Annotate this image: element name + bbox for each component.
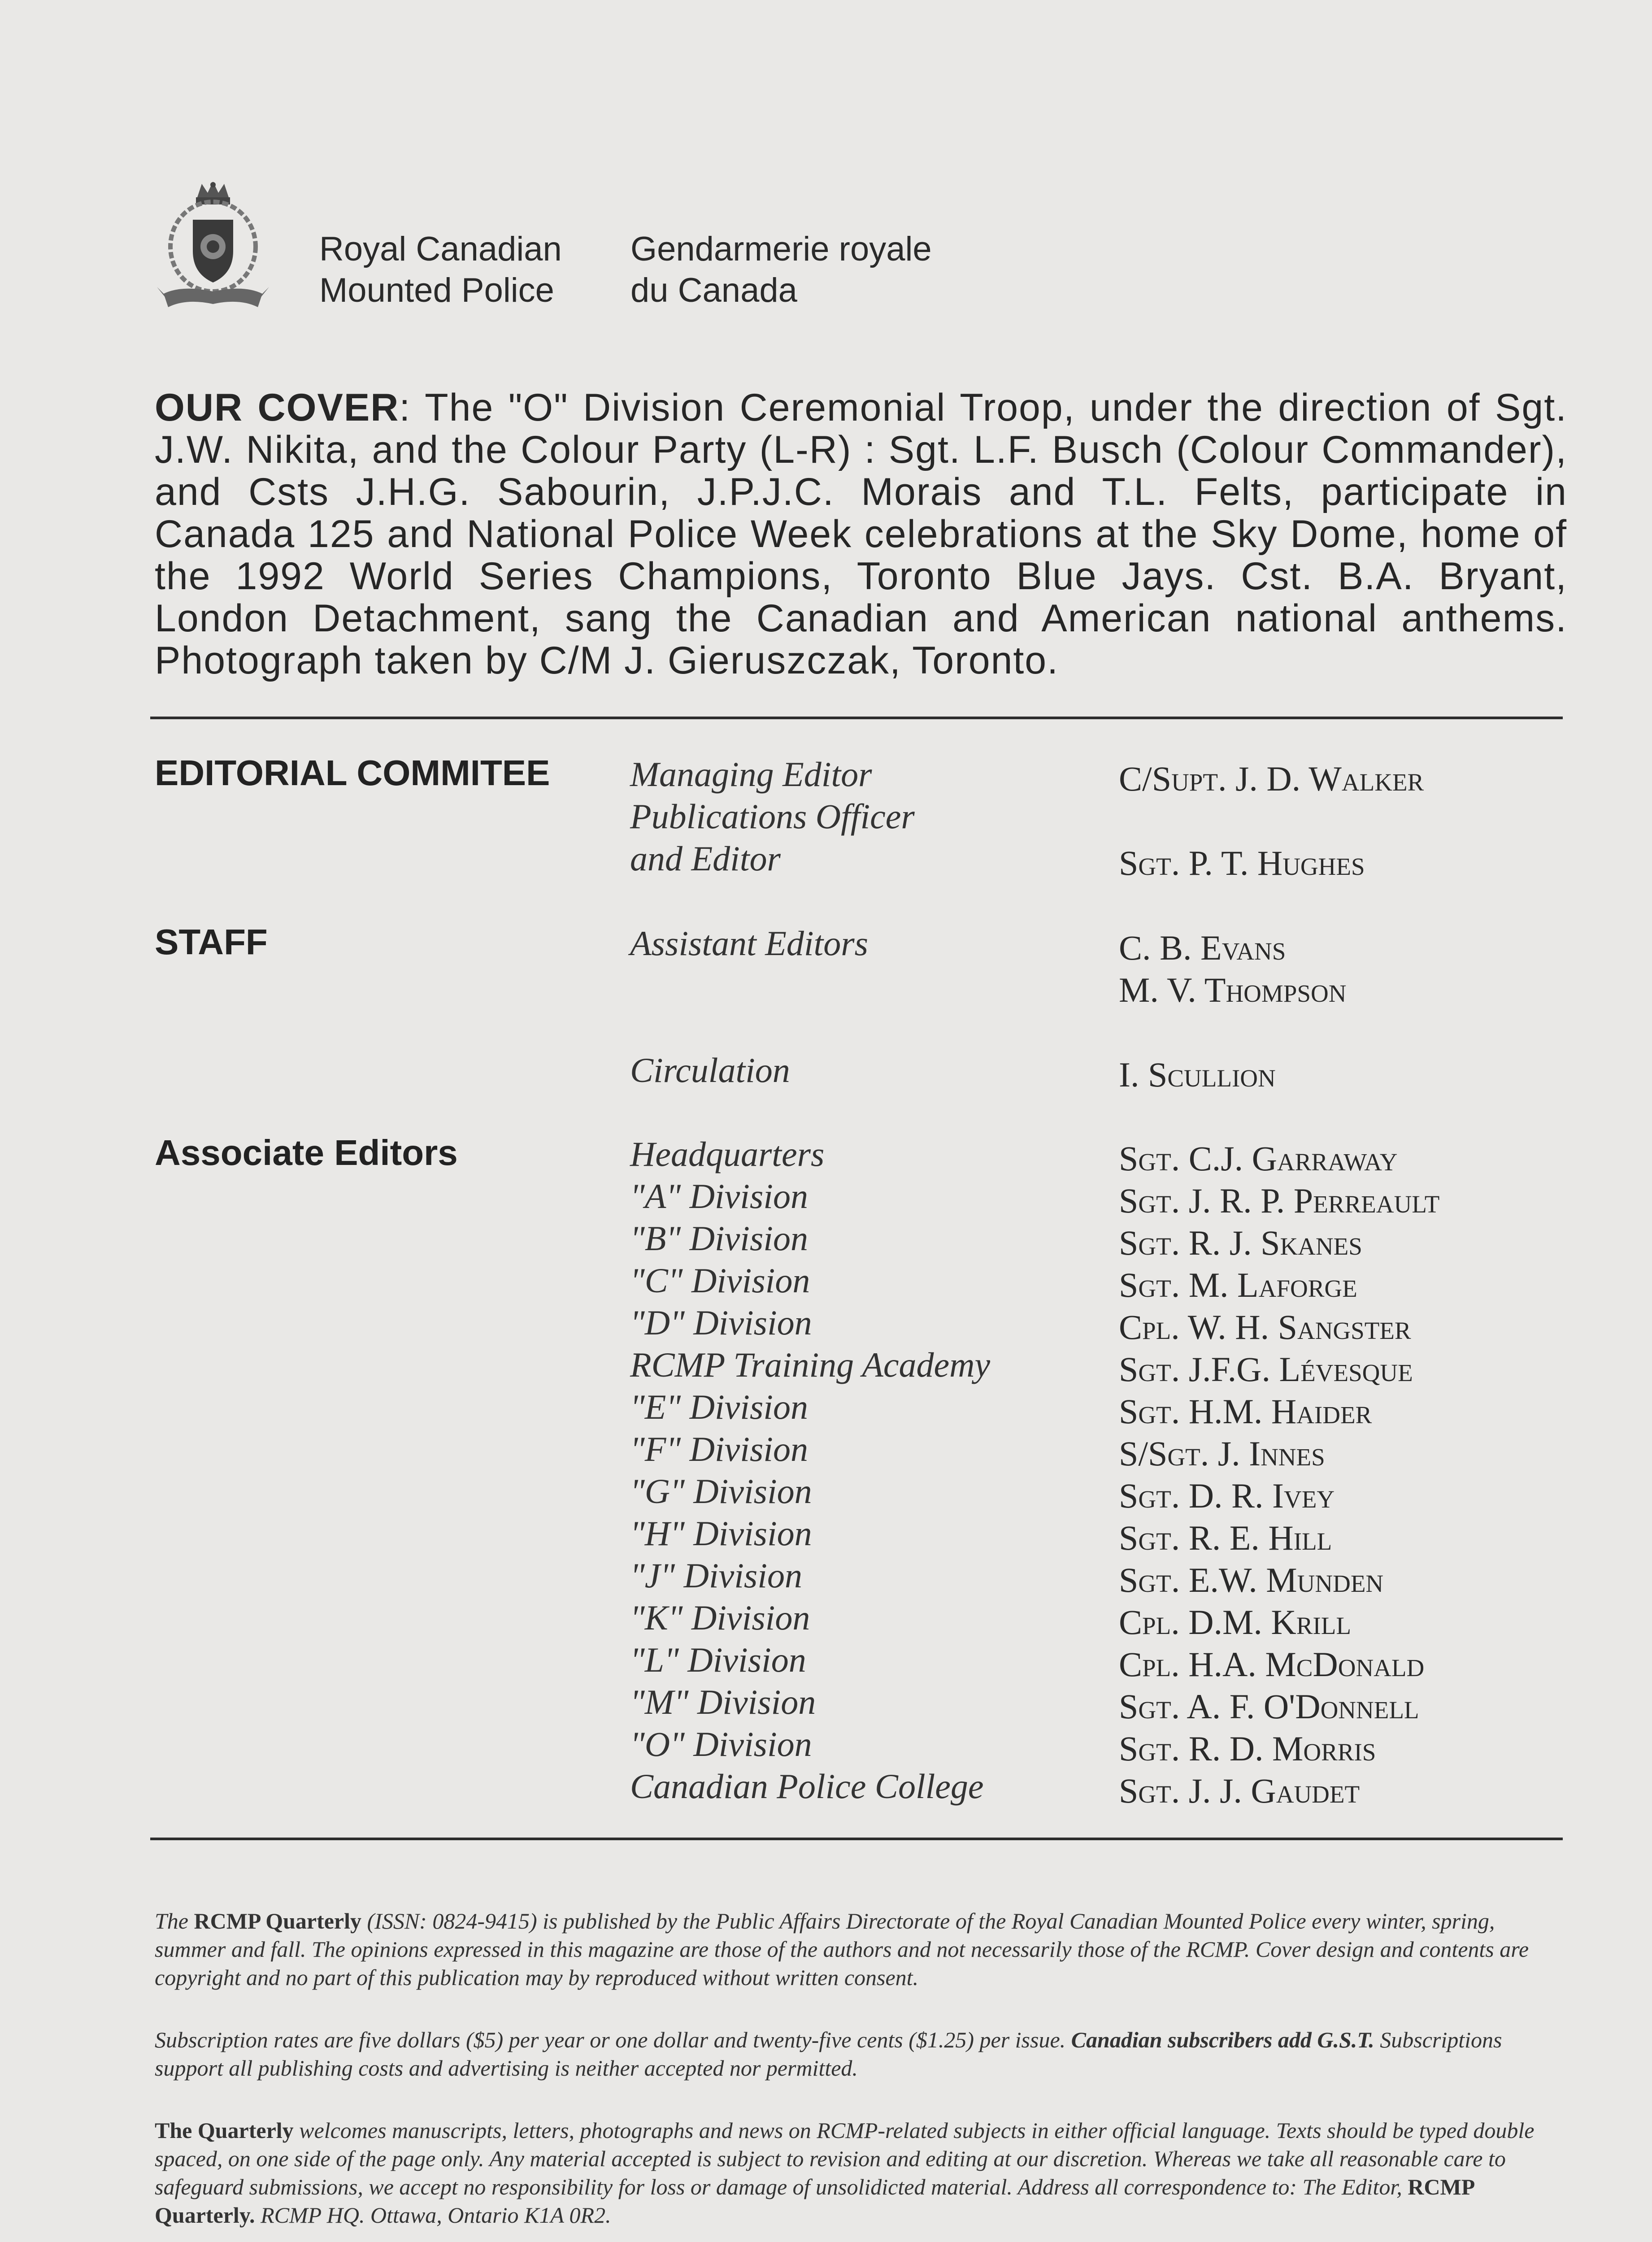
associate-role: "D" Division [630, 1303, 812, 1342]
circulation-name: I. Scullion [1119, 1055, 1276, 1094]
cover-description [155, 387, 1567, 682]
divider-bottom [150, 1838, 1563, 1840]
assistant-editors-role: Assistant Editors [630, 924, 868, 963]
associate-name: Cpl. W. H. Sangster [1119, 1308, 1411, 1347]
associate-name: Sgt. D. R. Ivey [1119, 1476, 1335, 1515]
associate-name: Sgt. J. R. P. Perreault [1119, 1181, 1440, 1220]
associate-name: Sgt. A. F. O'Donnell [1119, 1687, 1419, 1726]
associate-role: "L" Division [630, 1640, 806, 1679]
associate-name: Sgt. H.M. Haider [1119, 1392, 1372, 1431]
associate-role: "G" Division [630, 1472, 812, 1511]
associate-name: Sgt. J. J. Gaudet [1119, 1771, 1360, 1810]
associate-role: "M" Division [630, 1682, 816, 1721]
associate-role: "C" Division [630, 1261, 810, 1300]
associate-role: "J" Division [630, 1556, 802, 1595]
cover-lead: OUR COVER [155, 386, 400, 429]
associate-name: Sgt. R. E. Hill [1119, 1518, 1332, 1557]
assistant-editor-name-2: M. V. Thompson [1119, 970, 1347, 1009]
managing-editor-role: Managing Editor [630, 755, 872, 794]
subscription-text: Subscription rates are five dollars ($5) per year or one dollar and twenty-five cents ($1.25) per issue. [155, 2027, 1071, 2052]
org-name-english-line2: Mounted Police [319, 271, 554, 309]
associate-name: Sgt. M. Laforge [1119, 1265, 1357, 1304]
associate-role: "H" Division [630, 1514, 812, 1553]
publications-officer-name: Sgt. P. T. Hughes [1119, 843, 1365, 882]
divider-top [150, 717, 1563, 719]
org-name-french-line2: du Canada [630, 271, 797, 309]
associate-name: Cpl. D.M. Krill [1119, 1603, 1351, 1642]
publication-title: RCMP Quarterly. [155, 2174, 1474, 2228]
associate-name: Cpl. H.A. McDonald [1119, 1645, 1425, 1684]
submissions-text: welcomes manuscripts, letters, photographs and news on RCMP-related subjects in either official language. Texts should be typed double spaced, on one side of the page only. Any material accepted is subject to revision and editing at our discretion. Whereas we take all reasonable care to safeguard submissions, we accept no responsibility for loss or damage of unsolidicted material. Address all correspondence to: The Editor, [155, 2118, 1535, 2199]
editorial-committee-heading: EDITORIAL COMMITEE [155, 753, 550, 793]
associate-role: Headquarters [630, 1134, 825, 1173]
associate-role: "F" Division [630, 1429, 808, 1469]
associate-role: RCMP Training Academy [630, 1345, 991, 1384]
cover-text: : The "O" Division Ceremonial Troop, under the direction of Sgt. J.W. Nikita, and the Colour Party (L-R) : Sgt. L.F. Busch (Colour Commander), and Csts J.H.G. Sabourin, J.P.J.C. Morais and T.L. Felts, participate in Canada 125 and National Police Week celebrations at the Sky Dome, home of the 1992 World Series Champions, Toronto Blue Jays. Cst. B.A. Bryant, London Detachment, sang the Canadian and American national anthems. Photograph taken by C/M J. Gieruszczak, Toronto. [155, 386, 1567, 682]
associate-role: "K" Division [630, 1598, 810, 1637]
managing-editor-name: C/Supt. J. D. Walker [1119, 759, 1424, 798]
subscription-text: Subscriptions support all publishing costs and advertising is neither accepted nor permitted. [155, 2027, 1502, 2081]
associate-role: "A" Division [630, 1177, 808, 1216]
associate-role: Canadian Police College [630, 1767, 984, 1806]
publication-notice-text: The [155, 1908, 194, 1934]
circulation-role: Circulation [630, 1051, 790, 1090]
rcmp-crest-icon [155, 179, 271, 314]
address-text: RCMP HQ. Ottawa, Ontario K1A 0R2. [255, 2203, 611, 2228]
associate-name: Sgt. E.W. Munden [1119, 1560, 1384, 1599]
publications-officer-role: Publications Officer [630, 797, 915, 836]
org-name-english [319, 229, 562, 311]
org-name-french-line1: Gendarmerie royale [630, 230, 932, 268]
subscription-notice [155, 2026, 1567, 2082]
associate-editors-heading: Associate Editors [155, 1133, 458, 1173]
associate-role: "B" Division [630, 1219, 808, 1258]
publication-notice [155, 1907, 1567, 1992]
org-name-french [630, 229, 932, 311]
publications-editor-role: and Editor [630, 839, 781, 878]
publication-notice-text: (ISSN: 0824-9415) is published by the Public Affairs Directorate of the Royal Canadian Mounted Police every winter, spring, summer and fall. The opinions expressed in this magazine are those of the authors and not necessarily those of the RCMP. Cover design and contents are copyright and no part of this publication may by reproduced without written consent. [155, 1908, 1529, 1990]
submissions-notice [155, 2116, 1567, 2229]
associate-name: Sgt. J.F.G. Lévesque [1119, 1350, 1413, 1389]
associate-role: "O" Division [630, 1725, 812, 1764]
assistant-editor-name-1: C. B. Evans [1119, 928, 1286, 967]
associate-name: Sgt. R. J. Skanes [1119, 1223, 1362, 1262]
publication-title: RCMP Quarterly [194, 1908, 362, 1934]
quarterly-title: The Quarterly [155, 2118, 294, 2143]
staff-heading: STAFF [155, 922, 268, 962]
associate-name: Sgt. R. D. Morris [1119, 1729, 1376, 1768]
associate-role: "E" Division [630, 1387, 808, 1426]
associate-name: S/Sgt. J. Innes [1119, 1434, 1325, 1473]
associate-name: Sgt. C.J. Garraway [1119, 1139, 1398, 1178]
gst-notice: Canadian subscribers add G.S.T. [1071, 2027, 1374, 2052]
org-name-english-line1: Royal Canadian [319, 230, 562, 268]
